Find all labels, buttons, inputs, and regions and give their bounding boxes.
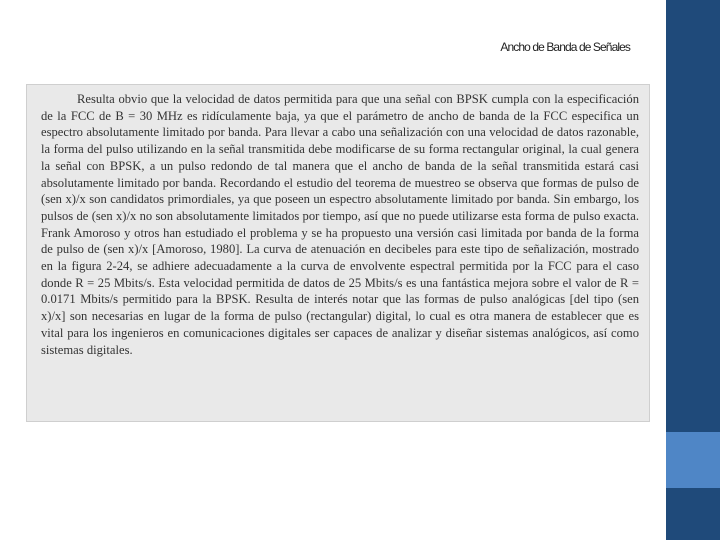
- slide-title: Ancho de Banda de Señales: [500, 40, 630, 54]
- excerpt-paragraph: Resulta obvio que la velocidad de datos permitida para que una señal con BPSK cumpla con la especificación de la FCC de B = 30 MHz es ridículamente baja, ya que el parámetro de ancho de banda de la FCC especifica un espectro absolutamente limitado por banda. Para llevar a cabo una señalización con una velocidad de datos razonable, la forma del pulso utilizando en la señal transmitida debe modificarse de su forma rectangular original, la cual genera la señal con BPSK, a un pulso redondo de tal manera que el ancho de banda de la señal transmitida estará casi absolutamente limitado por banda. Recordando el estudio del teorema de muestreo se observa que formas de pulso de (sen x)/x son candidatos primordiales, ya que poseen un espectro absolutamente limitado por banda. Sin embargo, los pulsos de (sen x)/x no son absolutamente limitados por tiempo, así que no puede utilizarse esta forma de pulso exacta. Frank Amoroso y otros han estudiado el problema y se ha propuesto una versión casi limitada por banda de la forma de pulso de (sen x)/x [Amoroso, 1980]. La curva de atenuación en decibeles para este tipo de señalización, mostrado en la figura 2-24, se adhiere adecuadamente a la curva de envolvente espectral permitida por la FCC para el caso donde R = 25 Mbits/s. Esta velocidad permitida de datos de 25 Mbits/s es una fantástica mejora sobre el valor de R = 0.0171 Mbits/s permitido para la BPSK. Resulta de interés notar que las formas de pulso analógicas [del tipo (sen x)/x] son necesarias en lugar de la forma de pulso (rectangular) digital, lo cual es otra manera de establecer que es vital para los ingenieros en comunicaciones digitales ser capaces de analizar y diseñar sistemas analógicos, así como sistemas digitales.: [41, 92, 639, 357]
- right-sidebar: [666, 0, 720, 540]
- text-excerpt: [26, 84, 650, 422]
- sidebar-accent-block: [666, 432, 720, 488]
